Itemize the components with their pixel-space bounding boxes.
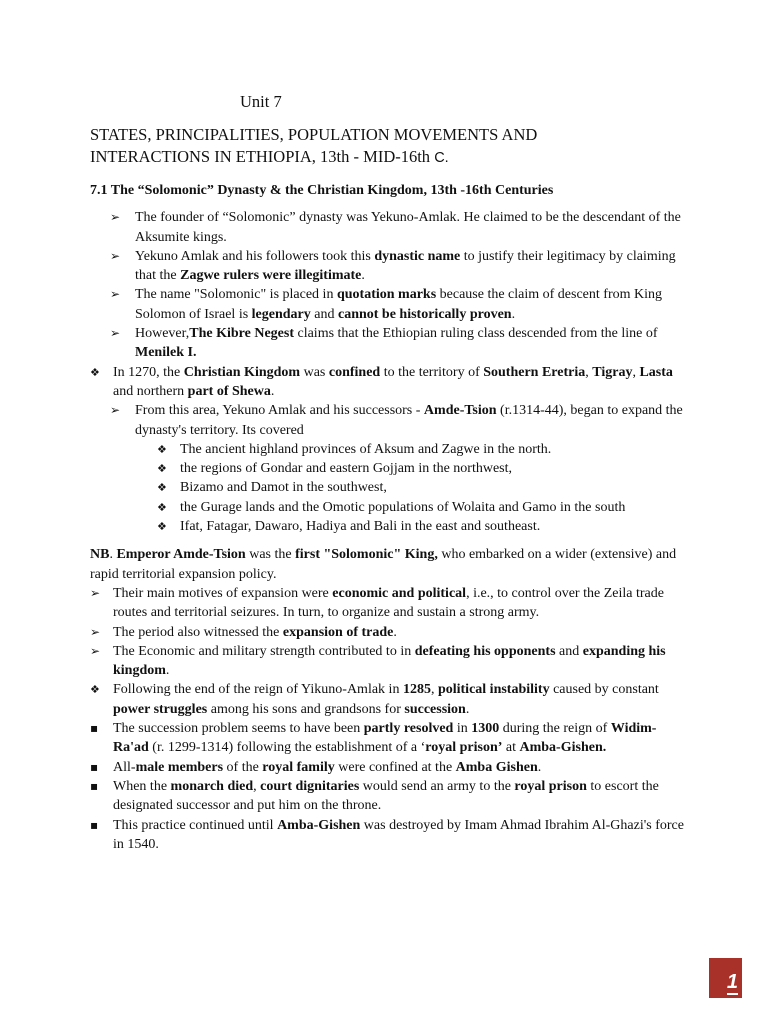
list-item: ❖ Following the end of the reign of Yikuno-Amlak in 1285, political instability caused by constant power struggles among his sons and grandsons for succession.: [90, 680, 690, 719]
square-bullet-icon: [90, 816, 98, 835]
list-item: ❖ Bizamo and Damot in the southwest,: [90, 478, 690, 497]
list-item: ▪ All-male members of the royal family were confined at the Amba Gishen.: [90, 758, 690, 777]
arrow-bullet-icon: [110, 208, 120, 227]
diamond-bullet-icon: [157, 459, 167, 478]
page-number: 1: [726, 971, 738, 993]
square-bullet-icon: [90, 758, 98, 777]
arrow-bullet-icon: [110, 324, 120, 343]
title-line-2: INTERACTIONS IN ETHIOPIA, 13th - MID-16th C.: [90, 147, 449, 166]
unit-label: Unit 7: [240, 92, 282, 111]
list-item: ➢ The period also witnessed the expansion of trade.: [90, 623, 690, 642]
diamond-bullet-icon: [157, 440, 167, 459]
list-item: ▪ The succession problem seems to have been partly resolved in 1300 during the reign of Widim-Ra'ad (r. 1299-1314) following the establishment of a ‘royal prison’ at Amba-Gishen.: [90, 719, 690, 758]
list-item: ❖ In 1270, the Christian Kingdom was confined to the territory of Southern Eretria, Tigray, Lasta and northern part of Shewa.: [90, 363, 690, 402]
list-item: ❖ the regions of Gondar and eastern Gojjam in the northwest,: [90, 459, 690, 478]
arrow-bullet-icon: [90, 623, 100, 642]
list-item: ➢ Yekuno Amlak and his followers took this dynastic name to justify their legitimacy by claiming that the Zagwe rulers were illegitimate.: [90, 247, 690, 286]
list-item: ▪ When the monarch died, court dignitaries would send an army to the royal prison to escort the designated successor and put him on the throne.: [90, 777, 690, 816]
diamond-bullet-icon: [90, 363, 100, 382]
diamond-bullet-icon: [157, 478, 167, 497]
square-bullet-icon: [90, 777, 98, 796]
nb-paragraph: NB. Emperor Amde-Tsion was the first "Solomonic" King, who embarked on a wider (extensive) and rapid territorial expansion policy.: [90, 547, 677, 582]
list-item: ❖ the Gurage lands and the Omotic populations of Wolaita and Gamo in the south: [90, 498, 690, 517]
list-item: ➢ The Economic and military strength contributed to in defeating his opponents and expanding his kingdom.: [90, 642, 690, 681]
list-item: ❖ Ifat, Fatagar, Dawaro, Hadiya and Bali in the east and southeast.: [90, 517, 690, 536]
list-item: ❖ The ancient highland provinces of Aksum and Zagwe in the north.: [90, 440, 690, 459]
arrow-bullet-icon: [90, 642, 100, 661]
arrow-bullet-icon: [110, 247, 120, 266]
list-item: ▪ This practice continued until Amba-Gishen was destroyed by Imam Ahmad Ibrahim Al-Ghazi's force in 1540.: [90, 816, 690, 855]
section-heading: 7.1 The “Solomonic” Dynasty & the Christian Kingdom, 13th -16th Centuries: [90, 183, 554, 198]
page-title: [90, 124, 690, 169]
page-number-badge: [709, 958, 742, 998]
square-bullet-icon: [90, 719, 98, 738]
diamond-bullet-icon: [157, 517, 167, 536]
arrow-bullet-icon: [110, 401, 120, 420]
diamond-bullet-icon: [157, 498, 167, 517]
list-item: ➢ From this area, Yekuno Amlak and his successors - Amde-Tsion (r.1314-44), began to expand the dynasty's territory. Its covered: [90, 401, 690, 440]
arrow-bullet-icon: [90, 584, 100, 603]
list-item: ➢ The founder of “Solomonic” dynasty was Yekuno-Amlak. He claimed to be the descendant of the Aksumite kings.: [90, 208, 690, 247]
list-item: ➢ However,The Kibre Negest claims that the Ethiopian ruling class descended from the line of Menilek I.: [90, 324, 690, 363]
title-line-1: STATES, PRINCIPALITIES, POPULATION MOVEMENTS AND: [90, 125, 538, 144]
arrow-bullet-icon: [110, 285, 120, 304]
list-item: ➢ The name "Solomonic" is placed in quotation marks because the claim of descent from King Solomon of Israel is legendary and cannot be historically proven.: [90, 285, 690, 324]
list-item: ➢ Their main motives of expansion were economic and political, i.e., to control over the Zeila trade routes and territorial seizures. In turn, to organize and sustain a strong army.: [90, 584, 690, 623]
diamond-bullet-icon: [90, 680, 100, 699]
content-body: [90, 181, 690, 854]
